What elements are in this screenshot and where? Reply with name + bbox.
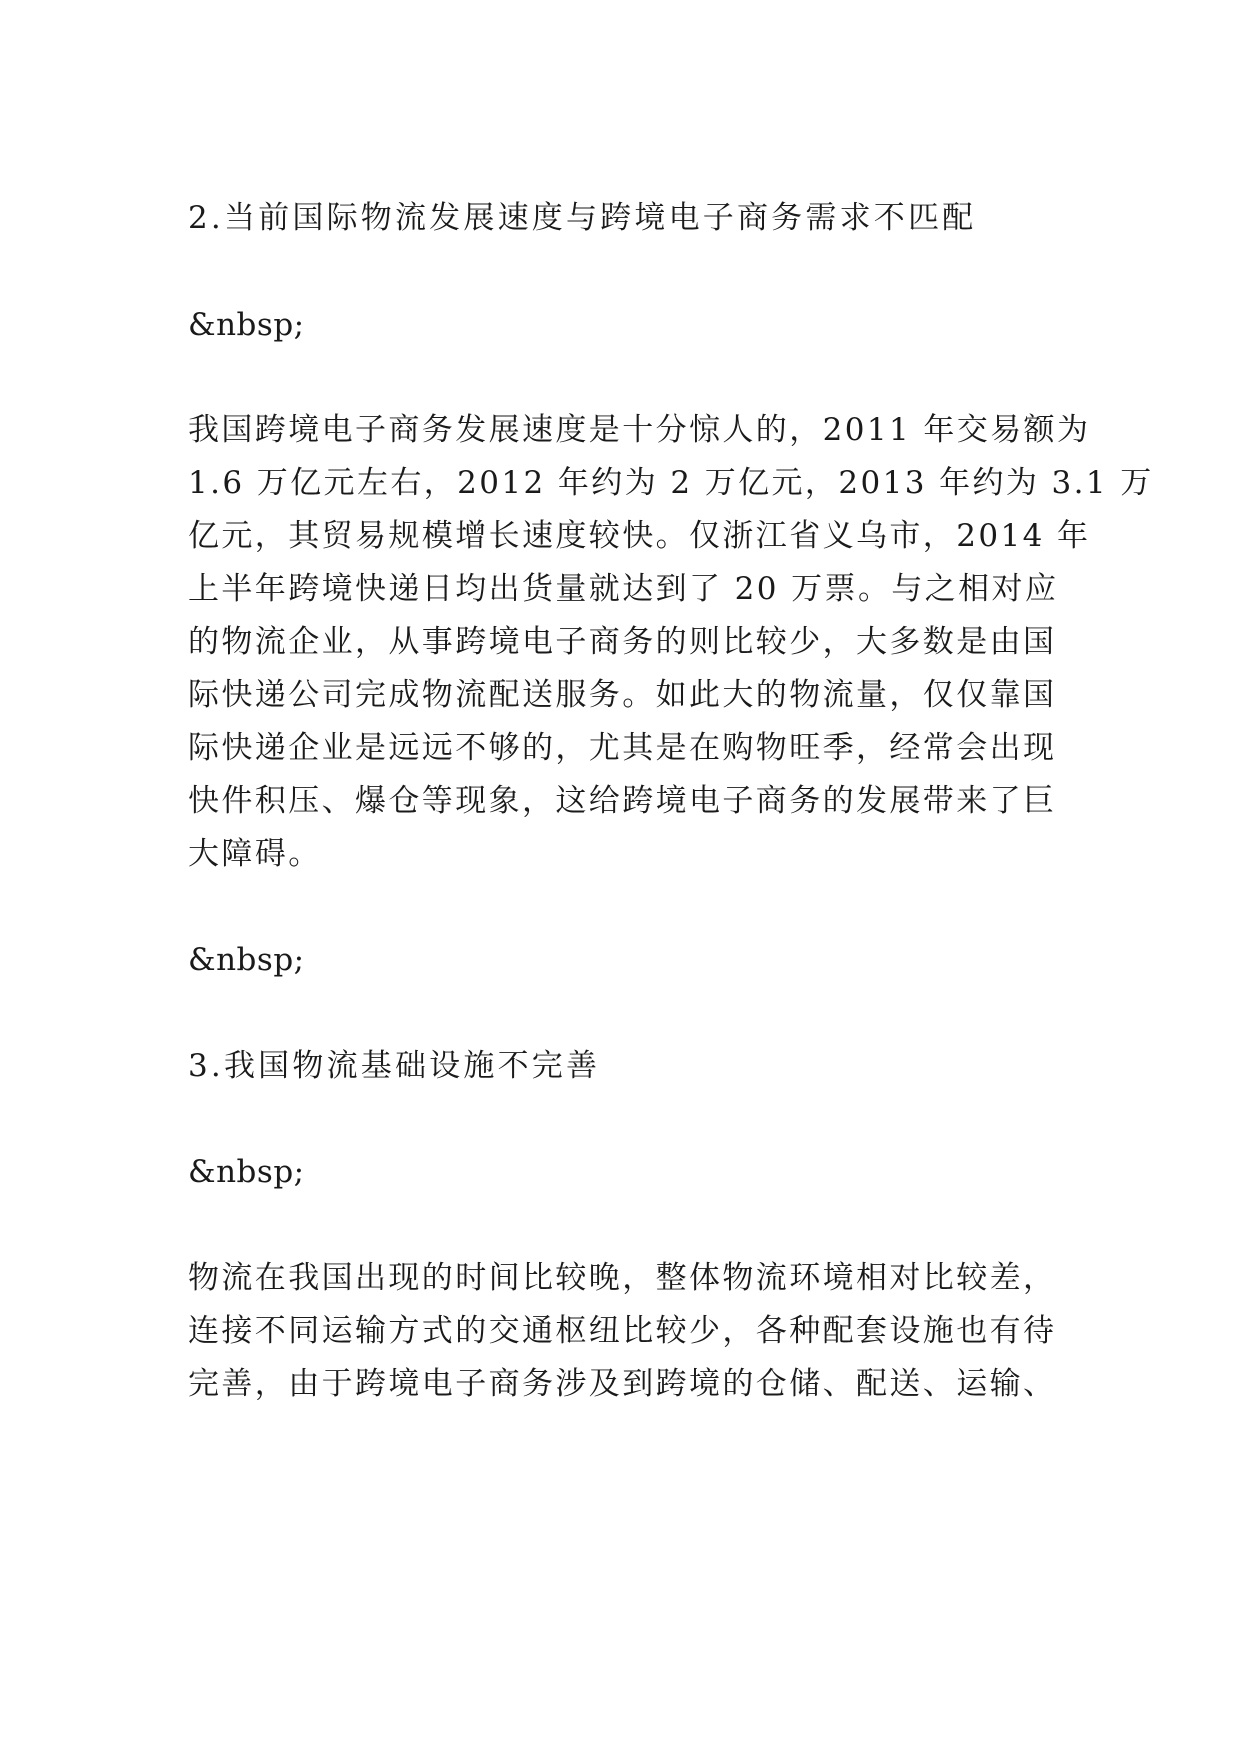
paragraph-line: 完善，由于跨境电子商务涉及到跨境的仓储、配送、运输、 xyxy=(188,1366,1057,1402)
paragraph-line: 快件积压、爆仓等现象，这给跨境电子商务的发展带来了巨 xyxy=(188,783,1057,819)
paragraph-line: 1.6 万亿元左右，2012 年约为 2 万亿元，2013 年约为 3.1 万 xyxy=(188,465,1154,501)
paragraph-line: 际快递企业是远远不够的，尤其是在购物旺季，经常会出现 xyxy=(188,730,1057,766)
paragraph-line: 亿元，其贸易规模增长速度较快。仅浙江省义乌市，2014 年 xyxy=(188,518,1091,554)
paragraph-line: 物流在我国出现的时间比较晚，整体物流环境相对比较差， xyxy=(188,1260,1057,1296)
nbsp-spacer: &nbsp; xyxy=(188,1154,305,1190)
paragraph-line: 连接不同运输方式的交通枢纽比较少，各种配套设施也有待 xyxy=(188,1313,1057,1349)
paragraph-line: 的物流企业，从事跨境电子商务的则比较少，大多数是由国 xyxy=(188,624,1057,660)
section-3-heading: 3.我国物流基础设施不完善 xyxy=(188,1048,601,1084)
paragraph-line: 我国跨境电子商务发展速度是十分惊人的，2011 年交易额为 xyxy=(188,412,1091,448)
nbsp-spacer: &nbsp; xyxy=(188,307,305,343)
nbsp-spacer: &nbsp; xyxy=(188,942,305,978)
paragraph-line: 际快递公司完成物流配送服务。如此大的物流量，仅仅靠国 xyxy=(188,677,1057,713)
paragraph-line: 大障碍。 xyxy=(188,836,322,872)
section-2-heading: 2.当前国际物流发展速度与跨境电子商务需求不匹配 xyxy=(188,200,977,236)
paragraph-line: 上半年跨境快递日均出货量就达到了 20 万票。与之相对应 xyxy=(188,571,1059,607)
